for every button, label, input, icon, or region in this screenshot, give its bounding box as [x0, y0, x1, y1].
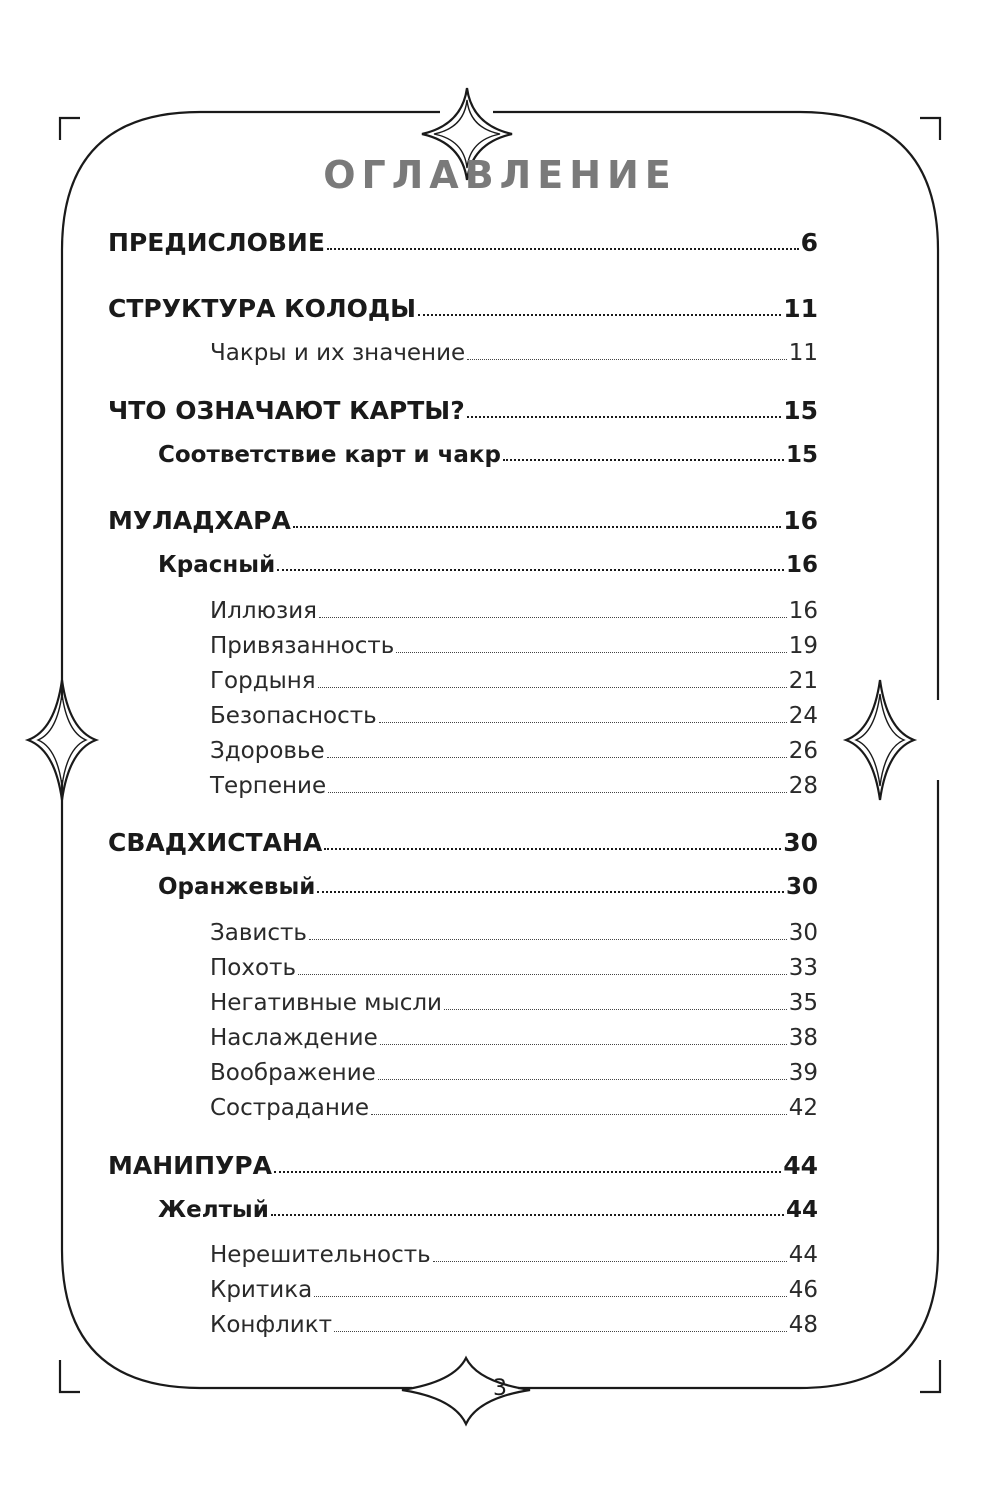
toc-entry-page: 35: [788, 990, 818, 1016]
page-number: 3: [493, 1376, 507, 1401]
toc-entry[interactable]: [108, 396, 818, 425]
toc-entry-page: 38: [788, 1025, 818, 1051]
dot-leader: [314, 1296, 787, 1297]
toc-entry-page: 16: [783, 506, 818, 535]
toc-entry-page: 48: [788, 1312, 818, 1338]
toc-entry[interactable]: [210, 738, 818, 764]
toc-entry[interactable]: [210, 1277, 818, 1303]
dot-leader: [334, 1331, 787, 1332]
toc-entry[interactable]: [210, 598, 818, 624]
toc-entry-page: 15: [783, 396, 818, 425]
toc-entry-label: Здоровье: [210, 738, 325, 764]
toc-entry[interactable]: [210, 773, 818, 799]
toc-entry-label: Терпение: [210, 773, 327, 799]
dot-leader: [379, 722, 787, 723]
toc-entry[interactable]: [210, 1025, 818, 1051]
dot-leader: [317, 891, 784, 893]
toc-entry-label: Оранжевый: [158, 874, 316, 900]
toc-entry-page: 16: [788, 598, 818, 624]
dot-leader: [298, 974, 787, 975]
toc-entry-label: Сострадание: [210, 1095, 370, 1121]
dot-leader: [277, 569, 784, 571]
toc-entry-label: СТРУКТУРА КОЛОДЫ: [108, 294, 417, 323]
toc-entry-page: 15: [785, 442, 818, 468]
toc-entry-page: 33: [788, 955, 818, 981]
dot-leader: [327, 248, 799, 250]
toc-entry-page: 42: [788, 1095, 818, 1121]
toc-entry[interactable]: [210, 668, 818, 694]
toc-entry-label: Иллюзия: [210, 598, 317, 624]
toc-entry-label: Соответствие карт и чакр: [158, 442, 501, 468]
dot-leader: [380, 1044, 787, 1045]
dot-leader: [503, 459, 784, 461]
toc-entry-page: 24: [788, 703, 818, 729]
toc-entry-page: 16: [785, 552, 818, 578]
dot-leader: [467, 416, 781, 418]
toc-entry-page: 30: [785, 874, 818, 900]
toc-entry[interactable]: [210, 955, 818, 981]
toc-entry-label: Негативные мысли: [210, 990, 442, 1016]
toc-entry-page: 44: [788, 1242, 818, 1268]
toc-entry-page: 11: [788, 340, 818, 366]
toc-entry[interactable]: [108, 294, 818, 323]
dot-leader: [293, 526, 781, 528]
toc-entry[interactable]: [158, 552, 818, 578]
toc-entry-label: Чакры и их значение: [210, 340, 466, 366]
toc-entry-page: 46: [788, 1277, 818, 1303]
toc-entry-page: 30: [788, 920, 818, 946]
dot-leader: [378, 1079, 787, 1080]
dot-leader: [371, 1114, 787, 1115]
toc-entry-page: 28: [788, 773, 818, 799]
toc-entry-label: Воображение: [210, 1060, 376, 1086]
toc-entry-label: Зависть: [210, 920, 307, 946]
toc-entry[interactable]: [210, 703, 818, 729]
toc-entry[interactable]: [210, 990, 818, 1016]
toc-entry-page: 6: [800, 228, 818, 257]
toc-entry[interactable]: [108, 1151, 818, 1180]
toc-entry[interactable]: [108, 506, 818, 535]
dot-leader: [433, 1261, 787, 1262]
toc-entry-label: Конфликт: [210, 1312, 333, 1338]
dot-leader: [396, 652, 786, 653]
toc-entry[interactable]: [108, 228, 818, 257]
page-title: ОГЛАВЛЕНИЕ: [323, 153, 677, 197]
toc-entry-label: Желтый: [158, 1197, 269, 1223]
toc-entry-label: Наслаждение: [210, 1025, 378, 1051]
toc-entry[interactable]: [210, 1095, 818, 1121]
dot-leader: [327, 757, 787, 758]
toc-entry-page: 21: [788, 668, 818, 694]
toc-entry-label: Гордыня: [210, 668, 316, 694]
toc-entry-label: Привязанность: [210, 633, 395, 659]
dot-leader: [328, 792, 787, 793]
dot-leader: [309, 939, 787, 940]
dot-leader: [467, 359, 787, 360]
toc-entry-label: Безопасность: [210, 703, 377, 729]
toc-entry-label: ПРЕДИСЛОВИЕ: [108, 228, 325, 257]
toc-entry-page: 39: [788, 1060, 818, 1086]
toc-entry[interactable]: [158, 442, 818, 468]
dot-leader: [274, 1171, 781, 1173]
toc-entry[interactable]: [210, 1312, 818, 1338]
toc-entry-label: Нерешительность: [210, 1242, 431, 1268]
toc-entry[interactable]: [210, 633, 818, 659]
toc-entry-page: 44: [785, 1197, 818, 1223]
toc-entry[interactable]: [210, 340, 818, 366]
dot-leader: [271, 1214, 784, 1216]
toc-entry[interactable]: [210, 1060, 818, 1086]
toc-entry-label: МУЛАДХАРА: [108, 506, 291, 535]
toc-entry[interactable]: [158, 874, 818, 900]
toc-entry-label: Похоть: [210, 955, 297, 981]
dot-leader: [324, 848, 781, 850]
dot-leader: [318, 687, 787, 688]
toc-entry-page: 19: [788, 633, 818, 659]
dot-leader: [444, 1009, 787, 1010]
toc-entry-label: ЧТО ОЗНАЧАЮТ КАРТЫ?: [108, 396, 465, 425]
toc-entry-label: СВАДХИСТАНА: [108, 828, 323, 857]
toc-entry-label: МАНИПУРА: [108, 1151, 272, 1180]
toc-entry-page: 30: [783, 828, 818, 857]
toc-entry[interactable]: [210, 920, 818, 946]
toc-entry[interactable]: [158, 1197, 818, 1223]
toc-entry-label: Красный: [158, 552, 276, 578]
toc-entry[interactable]: [210, 1242, 818, 1268]
toc-entry[interactable]: [108, 828, 818, 857]
toc-entry-page: 26: [788, 738, 818, 764]
toc-entry-page: 11: [783, 294, 818, 323]
dot-leader: [418, 314, 781, 316]
toc-entry-label: Критика: [210, 1277, 313, 1303]
dot-leader: [319, 617, 787, 618]
toc-entry-page: 44: [783, 1151, 818, 1180]
